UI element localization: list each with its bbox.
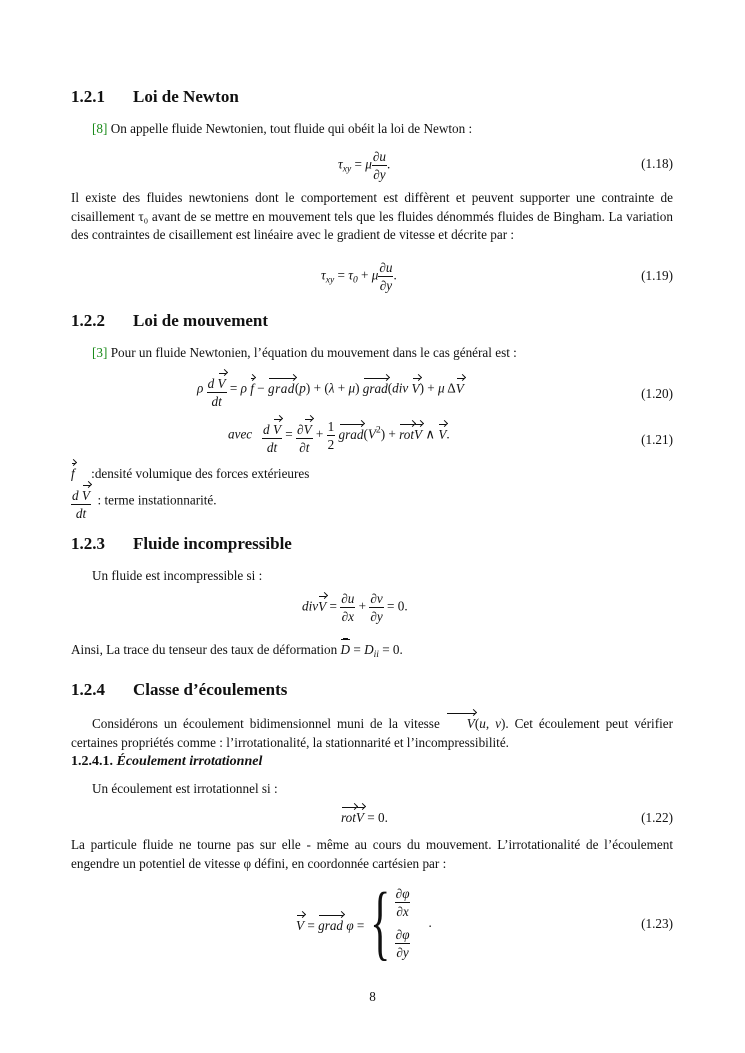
paragraph-text: Pour un fluide Newtonien, l’équation du mouvement dans le cas général est :	[107, 345, 517, 360]
paragraph-bingham: Il existe des fluides newtoniens dont le comportement est diffèrent et peuvent supporter une contrainte de cisaillement τ₀ avant de se mettre en mouvement tels que les fluides dénommés fluides de Bingham. La variation des contraintes de cisaillement est linéaire avec le gradient de vitesse et décrite par :	[71, 190, 673, 242]
paragraph-potential: La particule fluide ne tourne pas sur elle - même au cours du mouvement. L’irrotationalité de l’écoulement engendre un potentiel de vitesse φ défini, en coordonnée cartésien par :	[71, 837, 673, 871]
paragraph-irrotational: Un écoulement est irrotationnel si :	[92, 781, 278, 796]
paragraph-motion-intro	[71, 344, 673, 363]
equation-1-22: rotV = 0.	[341, 803, 388, 828]
definition-text: : terme instationnarité.	[97, 492, 217, 508]
paragraph-text: On appelle fluide Newtonien, tout fluide qui obéit la loi de Newton :	[107, 121, 473, 136]
section-title: Loi de Newton	[133, 87, 239, 106]
equation-label-1-23: (1.23)	[641, 916, 673, 931]
citation-link[interactable]: [8]	[92, 121, 108, 136]
section-title: Fluide incompressible	[133, 534, 292, 553]
paragraph-text: Considérons un écoulement bidimensionnel muni de la vitesse	[92, 716, 440, 731]
equation-label-1-22: (1.22)	[641, 810, 673, 825]
equation-label-1-19: (1.19)	[641, 268, 673, 283]
paragraph-incompressible: Un fluide est incompressible si :	[92, 568, 263, 583]
equation-1-19: $\tau_{xy} = \tau_0 + \mu$ $\frac{\partial u}{\partial y}$ .	[321, 260, 397, 293]
equation-label-1-20: (1.20)	[641, 386, 673, 401]
definition-dvdt: $\frac{\text{d V}}{dt}$ : terme instationnarité.	[71, 481, 217, 522]
section-title: Loi de mouvement	[133, 311, 269, 330]
definition-text: :densité volumique des forces extérieures	[91, 466, 310, 481]
definition-f: f :densité volumique des forces extérieures	[71, 459, 309, 484]
section-number: 1.2.3	[71, 534, 105, 553]
paragraph-newton-intro	[71, 120, 673, 139]
paragraph-text: Ainsi, La trace du tenseur des taux de déformation	[71, 642, 338, 657]
equation-1-20: ρ $\frac{\text{d V}}{dt}$ = ρ f − grad(p) + (λ + μ) grad(div V) + μ ΔV	[197, 369, 464, 410]
citation-link[interactable]: [3]	[92, 345, 108, 360]
avec-word: avec	[228, 426, 253, 442]
section-heading-1-2-2	[71, 312, 268, 331]
equation-label-1-21: (1.21)	[641, 432, 673, 447]
subsection-heading-1-2-4-1	[71, 753, 262, 772]
subsection-title: Écoulement irrotationnel	[116, 754, 263, 769]
page-number: 8	[369, 989, 376, 1004]
section-number: 1.2.1	[71, 87, 105, 106]
equation-1-23: V = grad φ = { $\frac{\partial\varphi}{\partial x}$ $\frac{\partial\varphi}{\partial y}$ .	[296, 876, 432, 969]
paragraph-flow-classes: Considérons un écoulement bidimensionnel muni de la vitesse V(u, v). Cet écoulement peut vérifier certaines propriétés comme : l’irrotationalité, la stationnarité et l’incompressibilité.	[71, 709, 673, 752]
paragraph-trace: Ainsi, La trace du tenseur des taux de déformation $D = D_{ii} = 0$.	[71, 639, 673, 665]
section-number: 1.2.2	[71, 311, 105, 330]
equation-1-18: $\tau_{xy} = \mu$ $\frac{\partial u}{\partial y}$ .	[338, 149, 391, 182]
section-heading-1-2-4	[71, 681, 287, 700]
section-heading-1-2-1	[71, 88, 239, 107]
paragraph-text: . Cet écoulement peut vérifier certaines propriétés comme : l’irrotationalité, la stationnarité et l’incompressibilité.	[71, 716, 674, 750]
subsection-number: 1.2.4.1.	[71, 754, 113, 769]
section-heading-1-2-3	[71, 535, 292, 554]
equation-divergence: divV = $\frac{\partial u}{\partial x}$ + $\frac{\partial v}{\partial y}$ = 0.	[302, 591, 408, 624]
section-number: 1.2.4	[71, 680, 105, 699]
equation-1-21: avec $\frac{\text{d V}}{dt}$ = $\frac{\partial V}{\partial t}$ + $\frac{1}{2}$ $grad(V^2)$ + rotV ∧ V.	[228, 415, 450, 456]
section-title: Classe d’écoulements	[133, 680, 288, 699]
equation-label-1-18: (1.18)	[641, 156, 673, 171]
